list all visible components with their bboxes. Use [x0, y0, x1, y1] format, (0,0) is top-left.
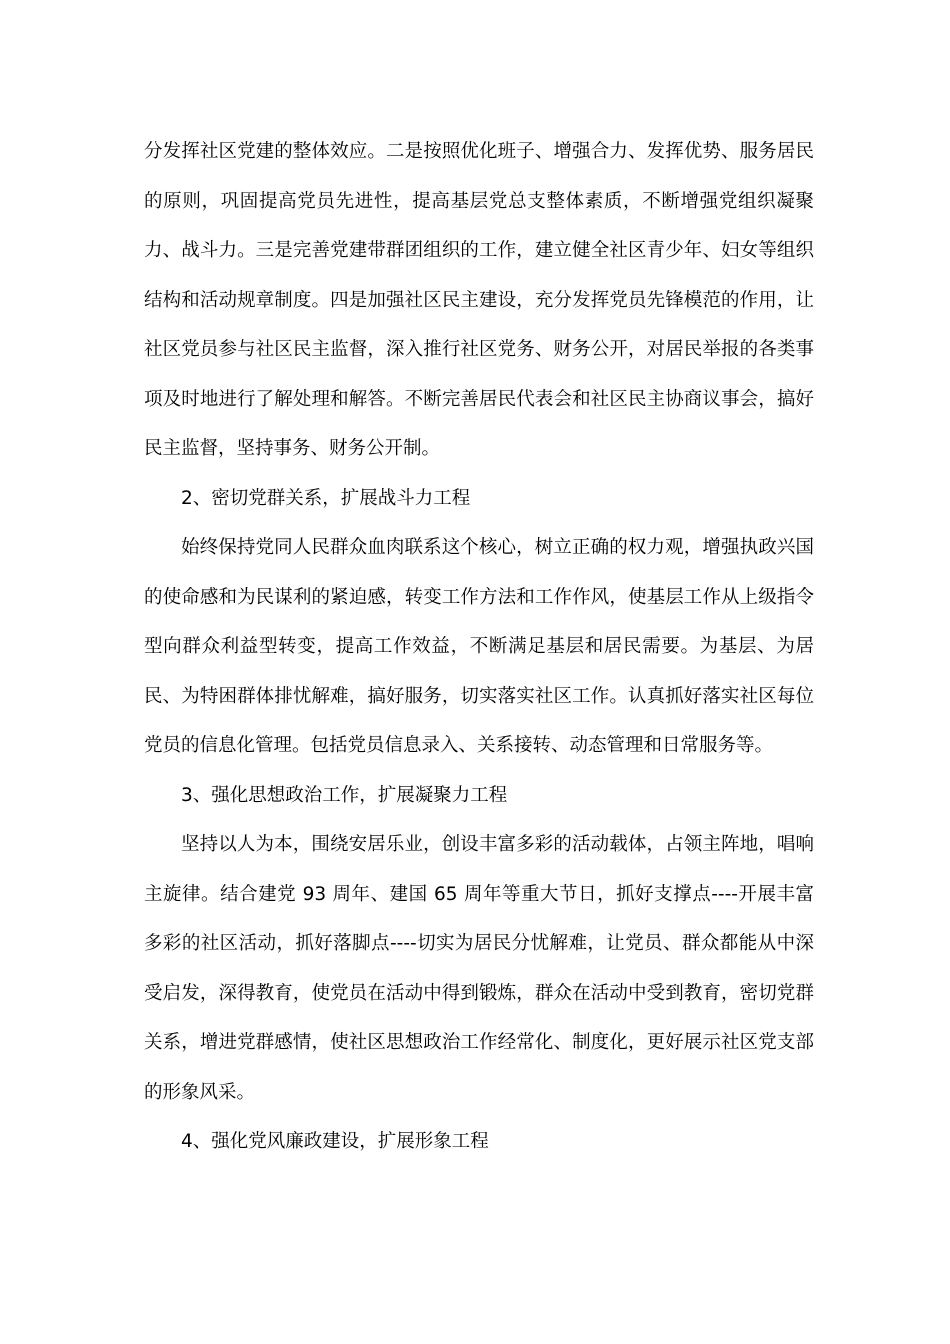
body-paragraph: 坚持以人为本，围绕安居乐业，创设丰富多彩的活动载体，占领主阵地，唱响主旋律。结合建党 93 周年、建国 65 周年等重大节日，抓好支撑点----开展丰富多彩的社区活动，抓好落脚点----切实为居民分忧解难，让党员、群众都能从中深受启发，深得教育，使党员在活动中得到锻炼，群众在活动中受到教育，密切党群关系，增进党群感情，使社区思想政治工作经常化、制度化，更好展示社区党支部的形象风采。	[144, 834, 814, 1103]
section-heading: 2、密切党群关系，扩展战斗力工程	[181, 487, 471, 509]
body-paragraph: 分发挥社区党建的整体效应。二是按照优化班子、增强合力、发挥优势、服务居民的原则，巩固提高党员先进性，提高基层党总支整体素质，不断增强党组织凝聚力、战斗力。三是完善党建带群团组织的工作，建立健全社区青少年、妇女等组织结构和活动规章制度。四是加强社区民主建设，充分发挥党员先锋模范的作用，让社区党员参与社区民主监督，深入推行社区党务、财务公开，对居民举报的各类事项及时地进行了解处理和解答。不断完善居民代表会和社区民主协商议事会，搞好民主监督，坚持事务、财务公开制。	[144, 141, 814, 459]
body-paragraph: 始终保持党同人民群众血肉联系这个核心，树立正确的权力观，增强执政兴国的使命感和为民谋利的紧迫感，转变工作方法和工作作风，使基层工作从上级指令型向群众利益型转变，提高工作效益，不断满足基层和居民需要。为基层、为居民、为特困群体排忧解难，搞好服务，切实落实社区工作。认真抓好落实社区每位党员的信息化管理。包括党员信息录入、关系接转、动态管理和日常服务等。	[144, 537, 814, 756]
document-body	[144, 127, 814, 1167]
section-heading: 3、强化思想政治工作，扩展凝聚力工程	[181, 784, 508, 806]
section-heading: 4、强化党风廉政建设，扩展形象工程	[181, 1131, 489, 1152]
